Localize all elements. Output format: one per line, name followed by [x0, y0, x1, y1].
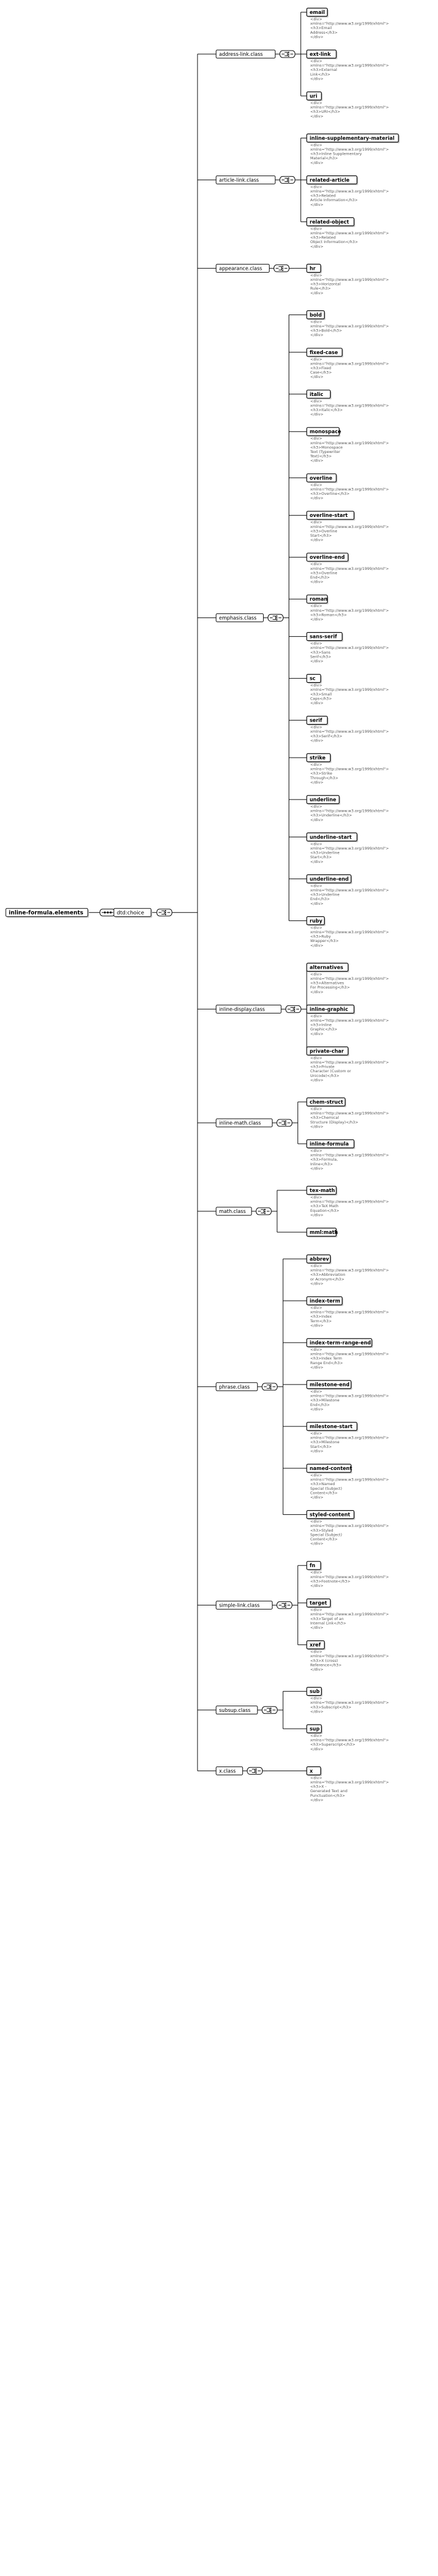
element-box-ext-link — [307, 50, 338, 59]
class-box-x-class-label: x.class — [219, 1768, 236, 1775]
element-doc-ruby: <div> xmlns="http://www.w3.org/1999/xhtml"> <h3>Ruby Wrapper</h3> </div> — [310, 925, 389, 948]
element-box-underline-end — [307, 875, 352, 884]
element-box-bold — [307, 311, 325, 320]
element-box-fixed-case — [307, 348, 343, 358]
root-sequence-connector — [100, 909, 115, 916]
element-box-index-term — [307, 1297, 343, 1306]
element-box-tex-math — [307, 1186, 338, 1196]
element-box-sub-label: sub — [310, 1689, 320, 1695]
element-doc-overline: <div> xmlns="http://www.w3.org/1999/xhtml"> <h3>Overline</h3> </div> — [310, 482, 389, 501]
element-box-related-article-label: related-article — [310, 177, 350, 184]
class-choice-connector — [262, 1707, 277, 1714]
class-choice-connector — [280, 176, 295, 183]
element-box-target — [307, 1599, 332, 1608]
element-box-related-object-label: related-object — [310, 219, 349, 226]
element-box-sup — [307, 1725, 322, 1734]
element-doc-tex-math: <div> xmlns="http://www.w3.org/1999/xhtml"> <h3>TeX Math Equation</h3> </div> — [310, 1195, 389, 1218]
class-box-phrase-class — [216, 1383, 257, 1391]
element-box-inline-graphic — [307, 1005, 355, 1014]
class-box-subsup-class — [216, 1706, 257, 1714]
class-box-appearance-class — [216, 264, 270, 272]
element-doc-private-char: <div> xmlns="http://www.w3.org/1999/xhtml"> <h3>Private Character (Custom or Unicode)</h3> </div> — [310, 1055, 389, 1083]
element-box-sans-serif-label: sans-serif — [310, 634, 338, 640]
element-doc-underline-start: <div> xmlns="http://www.w3.org/1999/xhtml"> <h3>Underline Start</h3> </div> — [310, 841, 389, 864]
class-box-emphasis-class-label: emphasis.class — [219, 615, 257, 622]
element-box-private-char — [307, 1047, 349, 1056]
element-box-underline-label: underline — [310, 797, 336, 803]
element-box-styled-content-label: styled-content — [310, 1512, 350, 1518]
class-choice-connector — [286, 1005, 301, 1012]
dtd-choice-box-label: dtd:choice — [117, 910, 145, 916]
class-choice-connector — [247, 1767, 263, 1774]
element-doc-email: <div> xmlns="http://www.w3.org/1999/xhtml"> <h3>Email Address</h3> </div> — [310, 17, 389, 40]
schema-nodes — [6, 8, 400, 1802]
element-box-overline-end-label: overline-end — [310, 555, 345, 561]
element-box-strike-label: strike — [310, 755, 326, 761]
element-doc-sup: <div> xmlns="http://www.w3.org/1999/xhtml"> <h3>Superscript</h3> </div> — [310, 1733, 389, 1751]
class-box-inline-display-class — [216, 1005, 281, 1013]
class-box-address-link-class-label: address-link.class — [219, 51, 263, 58]
element-box-sup-label: sup — [310, 1726, 320, 1732]
element-box-xref-label: xref — [310, 1642, 321, 1649]
class-box-address-link-class — [216, 50, 275, 58]
class-box-inline-math-class — [216, 1119, 272, 1127]
element-box-email-label: email — [310, 9, 325, 16]
connector-lines — [88, 12, 307, 1771]
element-doc-abbrev: <div> xmlns="http://www.w3.org/1999/xhtml"> <h3>Abbreviation or Acronym</h3> </div> — [310, 1264, 389, 1286]
element-box-fn-label: fn — [310, 1563, 315, 1569]
element-box-sub — [307, 1687, 322, 1697]
element-box-x-label: x — [310, 1768, 313, 1775]
element-box-milestone-start — [307, 1422, 358, 1432]
element-box-index-term-range-end-label: index-term-range-end — [310, 1340, 371, 1346]
element-doc-sub: <div> xmlns="http://www.w3.org/1999/xhtml"> <h3>Subscript</h3> </div> — [310, 1696, 389, 1714]
class-box-inline-math-class-label: inline-math.class — [219, 1120, 261, 1126]
element-doc-milestone-start: <div> xmlns="http://www.w3.org/1999/xhtml"> <h3>Milestone Start</h3> </div> — [310, 1431, 389, 1454]
element-box-email — [307, 8, 329, 17]
element-box-fixed-case-label: fixed-case — [310, 349, 338, 356]
element-box-milestone-start-label: milestone-start — [310, 1423, 353, 1430]
element-box-named-content-label: named-content — [310, 1465, 352, 1472]
class-choice-connector — [277, 1119, 292, 1126]
element-doc-index-term-range-end: <div> xmlns="http://www.w3.org/1999/xhtml"> <h3>Index Term Range End</h3> </div> — [310, 1347, 389, 1370]
element-box-inline-graphic-label: inline-graphic — [310, 1007, 349, 1013]
element-doc-uri: <div> xmlns="http://www.w3.org/1999/xhtml"> <h3>URI</h3> </div> — [310, 101, 389, 119]
element-box-sc-label: sc — [310, 676, 316, 682]
element-box-ruby — [307, 916, 325, 926]
element-box-x — [307, 1767, 322, 1776]
element-box-uri — [307, 92, 322, 101]
element-doc-overline-start: <div> xmlns="http://www.w3.org/1999/xhtml"> <h3>Overline Start</h3> </div> — [310, 520, 389, 543]
class-choice-connector — [256, 1208, 271, 1215]
element-box-index-term-label: index-term — [310, 1298, 340, 1304]
element-box-alternatives-label: alternatives — [310, 965, 343, 971]
element-doc-strike: <div> xmlns="http://www.w3.org/1999/xhtml"> <h3>Strike Through</h3> </div> — [310, 762, 389, 785]
class-box-article-link-class-label: article-link.class — [219, 177, 259, 184]
dtd-choice-box — [114, 908, 152, 918]
element-box-roman — [307, 595, 329, 604]
element-box-abbrev — [307, 1255, 332, 1264]
element-doc-chem-struct: <div> xmlns="http://www.w3.org/1999/xhtml"> <h3>Chemical Structure (Display)</h3> </div> — [310, 1107, 389, 1129]
class-box-math-class — [216, 1207, 252, 1215]
element-box-target-label: target — [310, 1600, 327, 1607]
class-box-phrase-class-label: phrase.class — [219, 1384, 250, 1390]
element-box-alternatives — [307, 963, 349, 972]
element-doc-fn: <div> xmlns="http://www.w3.org/1999/xhtml"> <h3>Footnote</h3> </div> — [310, 1570, 389, 1588]
element-box-bold-label: bold — [310, 312, 322, 319]
element-box-fn — [307, 1561, 322, 1571]
element-doc-inline-supplementary-material: <div> xmlns="http://www.w3.org/1999/xhtml"> <h3>Inline Supplementary Material</h3> </div> — [310, 142, 389, 165]
element-doc-target: <div> xmlns="http://www.w3.org/1999/xhtml"> <h3>Target of an Internal Link</h3> </div> — [310, 1607, 389, 1630]
element-box-milestone-end-label: milestone-end — [310, 1382, 350, 1388]
class-choice-connector — [280, 51, 295, 58]
element-box-overline — [307, 474, 338, 483]
element-box-monospace-label: monospace — [310, 429, 342, 436]
element-doc-x: <div> xmlns="http://www.w3.org/1999/xhtml"> <h3>X -Generated Text and Punctuation</h3> </div> — [310, 1775, 389, 1803]
element-box-monospace — [307, 427, 342, 437]
element-box-serif-label: serif — [310, 718, 322, 724]
element-box-underline — [307, 795, 340, 805]
element-box-abbrev-label: abbrev — [310, 1256, 329, 1262]
class-choice-connector — [274, 265, 289, 272]
element-doc-serif: <div> xmlns="http://www.w3.org/1999/xhtml"> <h3>Serif</h3> </div> — [310, 725, 389, 743]
element-box-tex-math-label: tex-math — [310, 1187, 335, 1194]
class-box-x-class — [216, 1767, 243, 1775]
class-choice-connector — [268, 614, 283, 621]
element-doc-fixed-case: <div> xmlns="http://www.w3.org/1999/xhtml"> <h3>Fixed Case</h3> </div> — [310, 356, 389, 380]
class-box-simple-link-class-label: simple-link.class — [219, 1603, 260, 1609]
element-box-overline-start — [307, 511, 355, 520]
element-box-inline-supplementary-material — [307, 134, 400, 143]
element-box-serif — [307, 716, 329, 726]
element-box-hr — [307, 264, 322, 273]
element-box-overline-start-label: overline-start — [310, 513, 348, 519]
element-box-xref — [307, 1641, 325, 1650]
element-doc-styled-content: <div> xmlns="http://www.w3.org/1999/xhtml"> <h3>Styled Special (Subject) Content</h3> </div> — [310, 1519, 389, 1546]
element-box-ruby-label: ruby — [310, 918, 322, 925]
element-box-related-article — [307, 176, 358, 185]
element-box-strike — [307, 754, 332, 763]
class-choice-connector — [262, 1383, 277, 1390]
element-box-uri-label: uri — [310, 93, 318, 99]
element-doc-ext-link: <div> xmlns="http://www.w3.org/1999/xhtml"> <h3>External Link</h3> </div> — [310, 59, 389, 81]
element-box-italic — [307, 390, 332, 399]
class-box-math-class-label: math.class — [219, 1208, 246, 1215]
element-doc-named-content: <div> xmlns="http://www.w3.org/1999/xhtml"> <h3>Named Special (Subject) Content</h3> </div> — [310, 1473, 389, 1500]
element-doc-milestone-end: <div> xmlns="http://www.w3.org/1999/xhtml"> <h3>Milestone End</h3> </div> — [310, 1389, 389, 1412]
class-box-simple-link-class — [216, 1601, 272, 1609]
element-doc-alternatives: <div> xmlns="http://www.w3.org/1999/xhtml"> <h3>Alternatives For Processing</h3> </div> — [310, 972, 389, 994]
element-box-milestone-end — [307, 1380, 352, 1390]
element-box-private-char-label: private-char — [310, 1048, 344, 1055]
element-doc-sans-serif: <div> xmlns="http://www.w3.org/1999/xhtml"> <h3>Sans Serif</h3> </div> — [310, 641, 389, 663]
element-doc-bold: <div> xmlns="http://www.w3.org/1999/xhtml"> <h3>Bold</h3> </div> — [310, 319, 389, 338]
element-doc-monospace: <div> xmlns="http://www.w3.org/1999/xhtml"> <h3>Monospace Text (Typewriter Text)</h3> </div> — [310, 436, 389, 463]
element-box-underline-start-label: underline-start — [310, 834, 352, 841]
element-box-ext-link-label: ext-link — [310, 51, 331, 58]
element-box-sc — [307, 675, 322, 684]
root-element-box-label: inline-formula.elements — [9, 909, 84, 916]
element-box-styled-content — [307, 1511, 355, 1520]
class-box-appearance-class-label: appearance.class — [219, 266, 263, 272]
element-doc-hr: <div> xmlns="http://www.w3.org/1999/xhtml"> <h3>Horizontal Rule</h3> </div> — [310, 273, 389, 295]
element-box-sans-serif — [307, 633, 343, 642]
choice-connector — [157, 909, 172, 916]
element-doc-roman: <div> xmlns="http://www.w3.org/1999/xhtml"> <h3>Roman</h3> </div> — [310, 604, 389, 622]
element-doc-underline-end: <div> xmlns="http://www.w3.org/1999/xhtml"> <h3>Underline End</h3> </div> — [310, 883, 389, 906]
element-doc-sc: <div> xmlns="http://www.w3.org/1999/xhtml"> <h3>Small Caps</h3> </div> — [310, 683, 389, 705]
element-doc-index-term: <div> xmlns="http://www.w3.org/1999/xhtml"> <h3>Index Term</h3> </div> — [310, 1305, 389, 1328]
element-box-mml-math — [307, 1228, 338, 1237]
class-box-article-link-class — [216, 176, 275, 184]
element-box-inline-formula-label: inline-formula — [310, 1141, 349, 1147]
class-box-emphasis-class — [216, 613, 263, 622]
element-box-named-content — [307, 1464, 352, 1473]
element-doc-inline-graphic: <div> xmlns="http://www.w3.org/1999/xhtml"> <h3>Inline Graphic</h3> </div> — [310, 1014, 389, 1036]
element-box-italic-label: italic — [310, 391, 324, 398]
element-box-related-object — [307, 217, 355, 227]
element-doc-underline: <div> xmlns="http://www.w3.org/1999/xhtml"> <h3>Underline</h3> </div> — [310, 804, 389, 822]
element-doc-inline-formula: <div> xmlns="http://www.w3.org/1999/xhtml"> <h3>Formula, Inline</h3> </div> — [310, 1148, 389, 1171]
element-box-index-term-range-end — [307, 1339, 373, 1348]
element-box-underline-start — [307, 833, 358, 842]
element-box-mml-math-label: mml:math — [310, 1229, 338, 1236]
element-doc-related-object: <div> xmlns="http://www.w3.org/1999/xhtml"> <h3>Related Object Information</h3> </div> — [310, 226, 389, 249]
element-doc-related-article: <div> xmlns="http://www.w3.org/1999/xhtml"> <h3>Related Article Information</h3> </div> — [310, 184, 389, 207]
element-box-hr-label: hr — [310, 266, 316, 272]
element-box-inline-supplementary-material-label: inline-supplementary-material — [310, 135, 395, 142]
element-box-roman-label: roman — [310, 597, 328, 603]
element-box-overline-end — [307, 553, 349, 562]
element-doc-overline-end: <div> xmlns="http://www.w3.org/1999/xhtml"> <h3>Overline End</h3> </div> — [310, 562, 389, 584]
element-box-inline-formula — [307, 1140, 355, 1149]
root-element-box — [6, 908, 89, 918]
class-box-subsup-class-label: subsup.class — [219, 1707, 251, 1714]
element-doc-xref: <div> xmlns="http://www.w3.org/1999/xhtml"> <h3>X (cross) Reference</h3> </div> — [310, 1649, 389, 1672]
element-box-chem-struct — [307, 1098, 346, 1107]
element-box-overline-label: overline — [310, 475, 332, 481]
element-doc-italic: <div> xmlns="http://www.w3.org/1999/xhtml"> <h3>Italic</h3> </div> — [310, 398, 389, 417]
class-choice-connector — [277, 1601, 292, 1608]
element-box-chem-struct-label: chem-struct — [310, 1099, 343, 1105]
element-box-underline-end-label: underline-end — [310, 876, 349, 883]
class-box-inline-display-class-label: inline-display.class — [219, 1007, 265, 1013]
